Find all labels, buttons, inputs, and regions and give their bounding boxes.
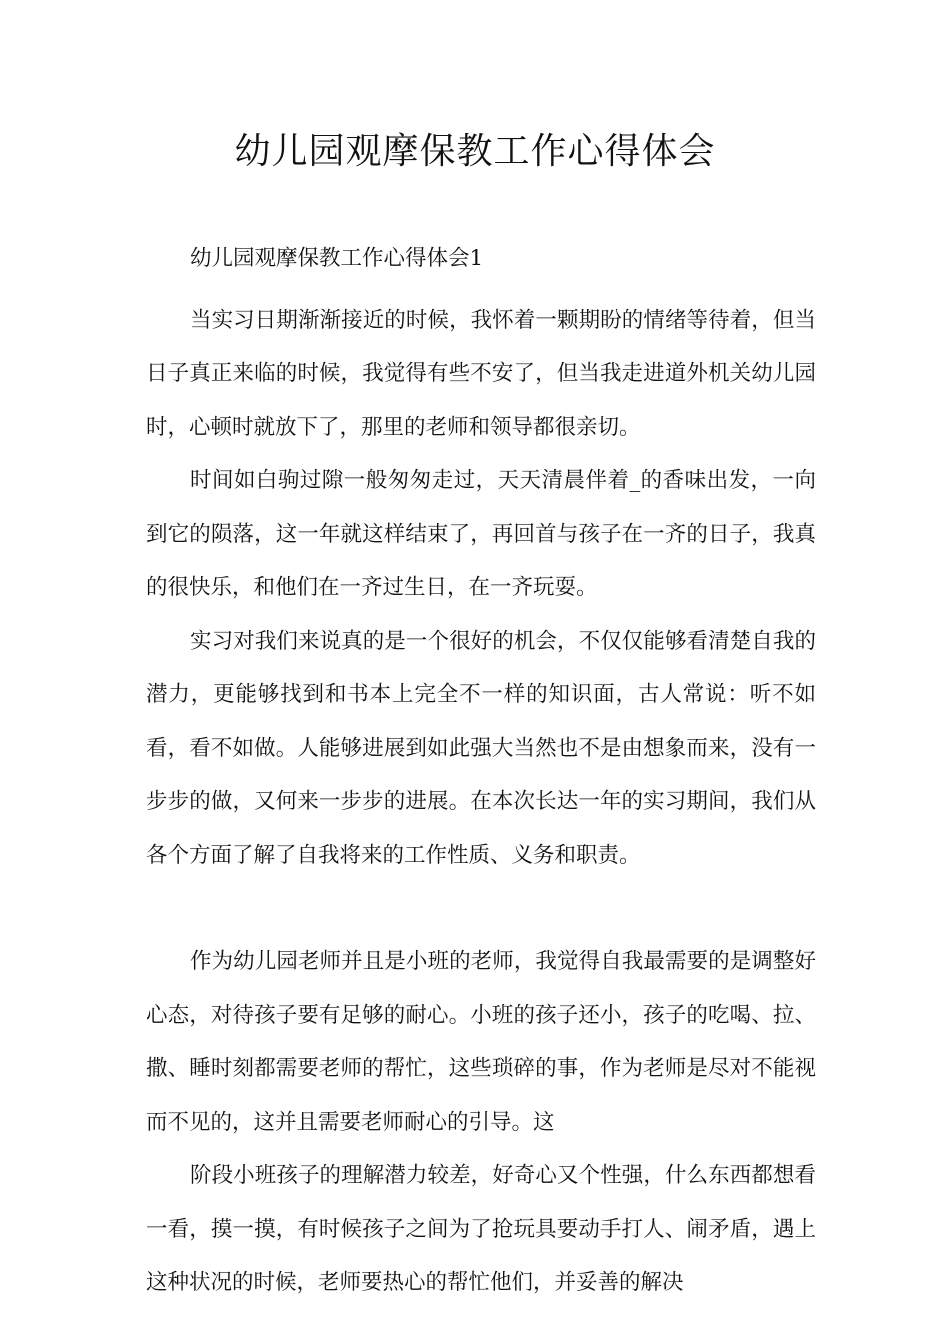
- paragraph: 时间如白驹过隙一般匆匆走过，天天清晨伴着_的香味出发，一向到它的陨落，这一年就这样结束了，再回首与孩子在一齐的日子，我真的很快乐，和他们在一齐过生日，在一齐玩耍。: [146, 468, 816, 600]
- document-title: 幼儿园观摩保教工作心得体会: [234, 131, 716, 172]
- paragraph: 作为幼儿园老师并且是小班的老师，我觉得自我最需要的是调整好心态，对待孩子要有足够的耐心。小班的孩子还小，孩子的吃喝、拉、撒、睡时刻都需要老师的帮忙，这些琐碎的事，作为老师是尽对不能视而不见的，这并且需要老师耐心的引导。这: [146, 949, 816, 1135]
- paragraph: 阶段小班孩子的理解潜力较差，好奇心又个性强，什么东西都想看一看，摸一摸，有时候孩子之间为了抢玩具要动手打人、闹矛盾，遇上这种状况的时候，老师要热心的帮忙他们，并妥善的解决: [146, 1163, 816, 1295]
- paragraph: 当实习日期渐渐接近的时候，我怀着一颗期盼的情绪等待着，但当日子真正来临的时候，我觉得有些不安了，但当我走进道外机关幼儿园时，心顿时就放下了，那里的老师和领导都很亲切。: [146, 307, 816, 440]
- paragraph: 实习对我们来说真的是一个很好的机会，不仅仅能够看清楚自我的潜力，更能够找到和书本上完全不一样的知识面，古人常说：听不如看，看不如做。人能够进展到如此强大当然也不是由想象而来，没有一步步的做，又何来一步步的进展。在本次长达一年的实习期间，我们从各个方面了解了自我将来的工作性质、义务和职责。: [146, 628, 816, 868]
- paragraph-gap: [146, 882, 816, 935]
- document-body: [146, 232, 816, 1310]
- section-heading: 幼儿园观摩保教工作心得体会1: [190, 246, 484, 271]
